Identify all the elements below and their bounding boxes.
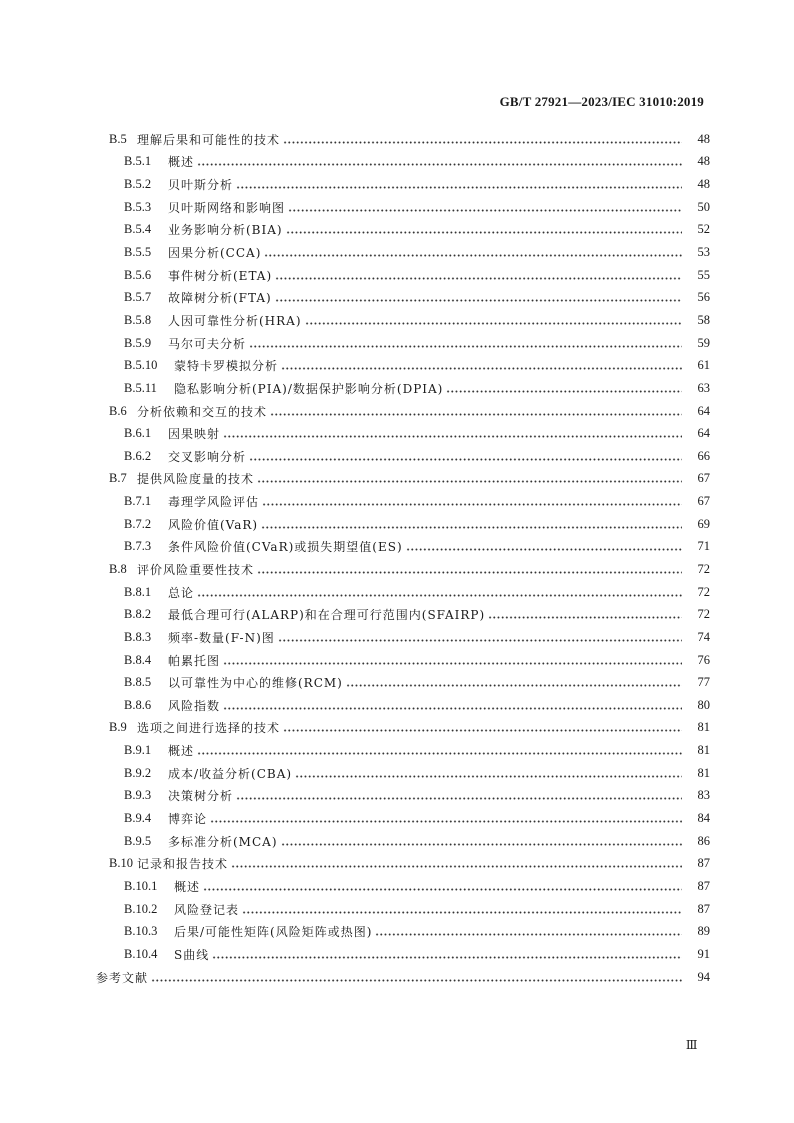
dot-leader <box>197 163 682 166</box>
toc-entry[interactable] <box>0 875 794 898</box>
toc-entry-number: B.5.5 <box>124 245 152 260</box>
toc-entry-number: B.5.7 <box>124 290 152 305</box>
toc-entry-number: B.8 <box>109 561 127 576</box>
dot-leader <box>236 797 682 800</box>
toc-entry-page: 71 <box>697 539 710 554</box>
toc-entry-title: 多标准分析(MCA) <box>168 834 278 849</box>
dot-leader <box>346 684 682 687</box>
toc-entry-page: 83 <box>697 788 710 803</box>
toc-entry-page: 81 <box>697 720 710 735</box>
dot-leader <box>283 141 682 144</box>
toc-entry-title: 成本/收益分析(CBA) <box>168 766 293 781</box>
toc-entry-page: 48 <box>697 154 710 169</box>
toc-entry-page: 48 <box>697 177 710 192</box>
dot-leader <box>305 322 682 325</box>
dot-leader <box>197 594 682 597</box>
toc-entry[interactable] <box>0 898 794 921</box>
dot-leader <box>270 413 682 416</box>
dot-leader <box>281 843 683 846</box>
dot-leader <box>295 775 682 778</box>
dot-leader <box>236 186 682 189</box>
dot-leader <box>223 707 682 710</box>
toc-entry-page: 81 <box>697 743 710 758</box>
toc-entry[interactable] <box>0 558 794 581</box>
toc-entry-title: 总论 <box>168 585 195 600</box>
toc-entry-page: 55 <box>697 267 710 282</box>
dot-leader <box>257 571 682 574</box>
toc-entry[interactable] <box>0 626 794 649</box>
toc-entry-page: 64 <box>697 403 710 418</box>
dot-leader <box>262 503 682 506</box>
toc-entry-page: 76 <box>697 652 710 667</box>
toc-entry-page: 84 <box>697 811 710 826</box>
toc-entry[interactable] <box>0 128 794 151</box>
toc-entry[interactable] <box>0 490 794 513</box>
toc-entry[interactable] <box>0 241 794 264</box>
toc-entry-number: B.5.11 <box>124 380 157 395</box>
toc-entry[interactable] <box>0 445 794 468</box>
toc-entry-title: 交叉影响分析 <box>168 449 247 464</box>
toc-entry[interactable] <box>0 400 794 423</box>
toc-entry-number: B.8.4 <box>124 652 152 667</box>
standard-header: GB/T 27921—2023/IEC 31010:2019 <box>499 94 704 109</box>
toc-entry-number: B.5.10 <box>124 358 158 373</box>
toc-entry-page: 80 <box>697 697 710 712</box>
toc-entry-title: 选项之间进行选择的技术 <box>137 721 281 736</box>
toc-entry-title: 后果/可能性矩阵(风险矩阵或热图) <box>174 925 373 940</box>
toc-entry[interactable] <box>0 830 794 853</box>
toc-entry-title: 评价风险重要性技术 <box>137 562 255 577</box>
toc-entry-page: 59 <box>697 335 710 350</box>
toc-entry[interactable] <box>0 196 794 219</box>
toc-entry[interactable] <box>0 581 794 604</box>
toc-entry-title: 以可靠性为中心的维修(RCM) <box>168 676 343 691</box>
toc-entry-number: B.9 <box>109 720 127 735</box>
toc-entry[interactable] <box>0 219 794 242</box>
toc-entry-number: B.6.1 <box>124 426 152 441</box>
toc-entry-page: 69 <box>697 516 710 531</box>
dot-leader <box>223 662 682 665</box>
toc-entry-title: 帕累托图 <box>168 653 221 668</box>
toc-entry-title: 理解后果和可能性的技术 <box>137 132 281 147</box>
toc-entry-number: B.8.6 <box>124 697 152 712</box>
toc-entry[interactable] <box>0 513 794 536</box>
toc-entry-title: 贝叶斯分析 <box>168 178 234 193</box>
toc-entry-title: 贝叶斯网络和影响图 <box>168 200 286 215</box>
toc-entry-number: B.8.3 <box>124 629 152 644</box>
toc-entry-page: 77 <box>697 675 710 690</box>
toc-entry-page: 61 <box>697 358 710 373</box>
toc-entry-number: B.5 <box>109 131 127 146</box>
toc-entry[interactable] <box>0 853 794 876</box>
toc-entry-title: 概述 <box>174 879 201 894</box>
toc-entry-title: 分析依赖和交互的技术 <box>137 404 268 419</box>
toc-entry-page: 74 <box>697 629 710 644</box>
toc-entry-title: 人因可靠性分析(HRA) <box>168 313 302 328</box>
toc-entry-title: 提供风险度量的技术 <box>137 472 255 487</box>
toc-entry-title: 频率-数量(F-N)图 <box>168 630 275 645</box>
dot-leader <box>249 458 682 461</box>
toc-entry-title: S曲线 <box>174 947 210 962</box>
toc-entry-number: B.10.3 <box>124 924 158 939</box>
toc-entry-title: 风险价值(VaR) <box>168 517 259 532</box>
toc-entry-title: 条件风险价值(CVaR)或损失期望值(ES) <box>168 540 403 555</box>
toc-entry-page: 87 <box>697 878 710 893</box>
toc-entry-number: B.9.2 <box>124 765 152 780</box>
table-of-contents <box>0 128 794 988</box>
toc-entry-title: 蒙特卡罗模拟分析 <box>174 359 279 374</box>
toc-entry-page: 91 <box>697 946 710 961</box>
toc-entry-title: 概述 <box>168 744 195 759</box>
toc-entry[interactable] <box>0 309 794 332</box>
dot-leader <box>264 254 682 257</box>
toc-entry[interactable] <box>0 694 794 717</box>
toc-entry-page: 48 <box>697 131 710 146</box>
dot-leader <box>151 979 682 982</box>
toc-entry[interactable] <box>0 173 794 196</box>
toc-entry-number: B.5.9 <box>124 335 152 350</box>
toc-entry[interactable] <box>0 354 794 377</box>
dot-leader <box>231 865 682 868</box>
toc-entry[interactable] <box>0 649 794 672</box>
toc-entry-number: B.7 <box>109 471 127 486</box>
toc-entry-number: B.8.5 <box>124 675 152 690</box>
toc-entry-number: B.7.2 <box>124 516 152 531</box>
dot-leader <box>275 299 682 302</box>
toc-entry-title: 隐私影响分析(PIA)/数据保护影响分析(DPIA) <box>174 381 444 396</box>
toc-entry-page: 58 <box>697 312 710 327</box>
toc-entry[interactable] <box>0 377 794 400</box>
toc-entry-page: 67 <box>697 494 710 509</box>
toc-entry-number: B.6 <box>109 403 127 418</box>
toc-entry-page: 72 <box>697 584 710 599</box>
toc-entry[interactable] <box>0 717 794 740</box>
toc-entry-number: B.7.3 <box>124 539 152 554</box>
toc-entry-number: B.5.6 <box>124 267 152 282</box>
toc-entry-number: B.8.2 <box>124 607 152 622</box>
toc-entry[interactable] <box>0 264 794 287</box>
toc-entry-page: 87 <box>697 901 710 916</box>
toc-entry-title: 参考文献 <box>96 970 149 985</box>
toc-entry-title: 决策树分析 <box>168 789 234 804</box>
toc-entry[interactable] <box>0 671 794 694</box>
dot-leader <box>406 548 682 551</box>
toc-entry-page: 53 <box>697 245 710 260</box>
toc-entry-number: B.5.3 <box>124 199 152 214</box>
toc-entry-number: B.10 <box>109 856 133 871</box>
toc-entry-number: B.8.1 <box>124 584 152 599</box>
dot-leader <box>210 820 682 823</box>
toc-entry[interactable] <box>0 422 794 445</box>
toc-entry-title: 最低合理可行(ALARP)和在合理可行范围内(SFAIRP) <box>168 608 486 623</box>
toc-entry-title: 概述 <box>168 155 195 170</box>
toc-entry[interactable] <box>0 536 794 559</box>
toc-entry[interactable] <box>0 966 794 989</box>
dot-leader <box>288 209 682 212</box>
dot-leader <box>249 345 682 348</box>
toc-entry-number: B.5.4 <box>124 222 152 237</box>
toc-entry-page: 50 <box>697 199 710 214</box>
toc-entry-number: B.5.8 <box>124 312 152 327</box>
toc-entry-number: B.10.4 <box>124 946 158 961</box>
toc-entry-title: 故障树分析(FTA) <box>168 291 272 306</box>
toc-entry-page: 72 <box>697 607 710 622</box>
dot-leader <box>275 277 682 280</box>
dot-leader <box>197 752 682 755</box>
toc-entry-page: 56 <box>697 290 710 305</box>
toc-entry-page: 66 <box>697 448 710 463</box>
toc-entry[interactable] <box>0 762 794 785</box>
toc-entry-page: 81 <box>697 765 710 780</box>
toc-entry-title: 记录和报告技术 <box>137 857 229 872</box>
toc-entry-title: 毒理学风险评估 <box>168 495 260 510</box>
toc-entry-number: B.6.2 <box>124 448 152 463</box>
toc-entry-page: 94 <box>697 969 710 984</box>
toc-entry-page: 86 <box>697 833 710 848</box>
dot-leader <box>261 526 682 529</box>
toc-entry-title: 因果分析(CCA) <box>168 246 262 261</box>
toc-entry-number: B.10.1 <box>124 878 158 893</box>
toc-entry-number: B.7.1 <box>124 494 152 509</box>
toc-entry[interactable] <box>0 943 794 966</box>
dot-leader <box>283 729 682 732</box>
toc-entry[interactable] <box>0 739 794 762</box>
toc-entry-page: 87 <box>697 856 710 871</box>
toc-entry-page: 63 <box>697 380 710 395</box>
page-number: Ⅲ <box>685 1038 698 1052</box>
toc-entry[interactable] <box>0 785 794 808</box>
toc-entry[interactable] <box>0 920 794 943</box>
toc-entry-page: 89 <box>697 924 710 939</box>
toc-entry[interactable] <box>0 151 794 174</box>
toc-entry-number: B.5.1 <box>124 154 152 169</box>
dot-leader <box>257 480 682 483</box>
toc-entry-title: 风险指数 <box>168 698 221 713</box>
toc-entry-number: B.10.2 <box>124 901 158 916</box>
toc-entry-page: 52 <box>697 222 710 237</box>
dot-leader <box>286 231 682 234</box>
toc-entry-number: B.9.3 <box>124 788 152 803</box>
dot-leader <box>242 911 682 914</box>
dot-leader <box>281 367 682 370</box>
toc-entry[interactable] <box>0 468 794 491</box>
toc-entry[interactable] <box>0 603 794 626</box>
toc-entry[interactable] <box>0 807 794 830</box>
toc-entry-number: B.9.1 <box>124 743 152 758</box>
dot-leader <box>488 616 682 619</box>
dot-leader <box>203 888 682 891</box>
toc-entry-title: 风险登记表 <box>174 902 240 917</box>
toc-entry-number: B.9.5 <box>124 833 152 848</box>
toc-entry-title: 业务影响分析(BIA) <box>168 223 283 238</box>
dot-leader <box>223 435 682 438</box>
toc-entry-page: 64 <box>697 426 710 441</box>
toc-entry-page: 72 <box>697 561 710 576</box>
toc-entry-number: B.5.2 <box>124 177 152 192</box>
dot-leader <box>375 933 682 936</box>
dot-leader <box>278 639 682 642</box>
dot-leader <box>446 390 682 393</box>
dot-leader <box>212 956 682 959</box>
toc-entry-title: 马尔可夫分析 <box>168 336 247 351</box>
toc-entry-number: B.9.4 <box>124 811 152 826</box>
toc-entry[interactable] <box>0 286 794 309</box>
toc-entry-title: 因果映射 <box>168 427 221 442</box>
toc-entry-title: 事件树分析(ETA) <box>168 268 273 283</box>
toc-entry-title: 博弈论 <box>168 812 208 827</box>
toc-entry[interactable] <box>0 332 794 355</box>
toc-entry-page: 67 <box>697 471 710 486</box>
